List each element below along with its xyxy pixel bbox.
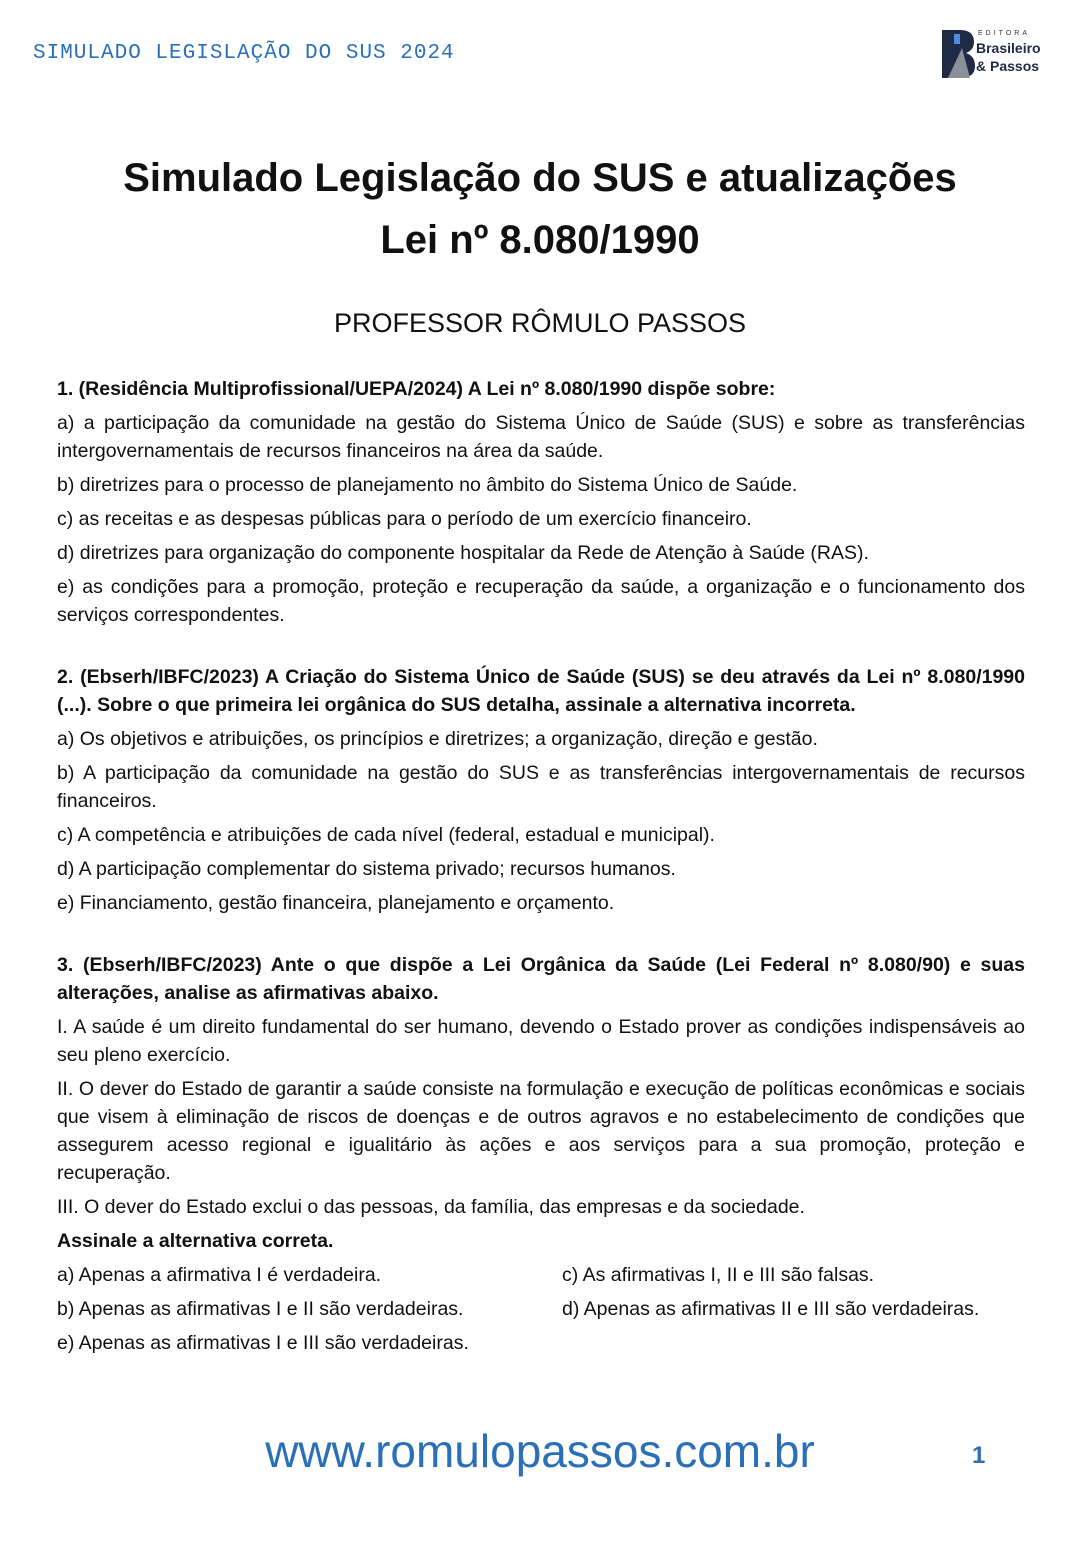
answer-option: a) Apenas a afirmativa I é verdadeira.	[57, 1264, 382, 1286]
document-subtitle: Lei nº 8.080/1990	[380, 218, 700, 262]
statement-item: III. O dever do Estado exclui o das pessoas, da família, das empresas e da sociedade.	[57, 1196, 805, 1218]
author-line: PROFESSOR RÔMULO PASSOS	[333, 308, 747, 338]
document-title: Simulado Legislação do SUS e atualizações	[123, 156, 957, 200]
answer-option: b) A participação da comunidade na gestão do SUS e as transferências intergovernamentais de recursos financeiros.	[57, 762, 1025, 812]
options-grid	[57, 1261, 1025, 1363]
questions-body	[57, 375, 1025, 1363]
page-number: 1	[972, 1442, 986, 1469]
logo-brand-line1: Brasileiro	[976, 40, 1041, 56]
statement-item: I. A saúde é um direito fundamental do ser humano, devendo o Estado prover as condições indispensáveis ao seu pleno exercício.	[57, 1016, 1025, 1066]
answer-option: e) Financiamento, gestão financeira, planejamento e orçamento.	[57, 892, 615, 914]
question-statement: 2. (Ebserh/IBFC/2023) A Criação do Sistema Único de Saúde (SUS) se deu através da Lei nº 8.080/1990 (...). Sobre o que primeira lei orgânica do SUS detalha, assinale a alternativa incorreta.	[57, 666, 1025, 716]
publisher-logo	[940, 28, 1052, 80]
answer-option: c) as receitas e as despesas públicas para o período de um exercício financeiro.	[57, 508, 752, 530]
answer-option: d) Apenas as afirmativas II e III são verdadeiras.	[562, 1298, 980, 1320]
answer-option: e) Apenas as afirmativas I e III são verdadeiras.	[57, 1332, 469, 1354]
answer-option: c) A competência e atribuições de cada nível (federal, estadual e municipal).	[57, 824, 715, 846]
answer-option: b) diretrizes para o processo de planejamento no âmbito do Sistema Único de Saúde.	[57, 474, 798, 496]
logo-mark-icon	[940, 28, 976, 80]
logo-editora: EDITORA	[978, 30, 1030, 37]
footer-website-link[interactable]: www.romulopassos.com.br	[265, 1425, 815, 1477]
logo-brand-line2: & Passos	[976, 58, 1040, 74]
question-statement: 1. (Residência Multiprofissional/UEPA/2024) A Lei nº 8.080/1990 dispõe sobre:	[57, 378, 776, 400]
spacer	[57, 635, 1025, 663]
question-prompt: Assinale a alternativa correta.	[57, 1230, 334, 1252]
statement-item: II. O dever do Estado de garantir a saúde consiste na formulação e execução de políticas econômicas e sociais que visem à eliminação de riscos de doenças e de outros agravos e no estabelecimento de condições que assegurem acesso regional e igualitário às ações e aos serviços para a sua promoção, proteção e recuperação.	[57, 1078, 1025, 1184]
answer-option: e) as condições para a promoção, proteção e recuperação da saúde, a organização e o funcionamento dos serviços correspondentes.	[57, 576, 1025, 626]
header-title: SIMULADO LEGISLAÇÃO DO SUS 2024	[33, 42, 455, 65]
answer-option: c) As afirmativas I, II e III são falsas.	[562, 1264, 875, 1286]
answer-option: d) diretrizes para organização do componente hospitalar da Rede de Atenção à Saúde (RAS).	[57, 542, 869, 564]
answer-option: a) Os objetivos e atribuições, os princípios e diretrizes; a organização, direção e gestão.	[57, 728, 818, 750]
question-statement: 3. (Ebserh/IBFC/2023) Ante o que dispõe a Lei Orgânica da Saúde (Lei Federal nº 8.080/90) e suas alterações, analise as afirmativas abaixo.	[57, 954, 1025, 1004]
answer-option: b) Apenas as afirmativas I e II são verdadeiras.	[57, 1298, 464, 1320]
answer-option: a) a participação da comunidade na gestão do Sistema Único de Saúde (SUS) e sobre as transferências intergovernamentais de recursos financeiros na área da saúde.	[57, 412, 1025, 462]
answer-option: d) A participação complementar do sistema privado; recursos humanos.	[57, 858, 676, 880]
spacer	[57, 923, 1025, 951]
